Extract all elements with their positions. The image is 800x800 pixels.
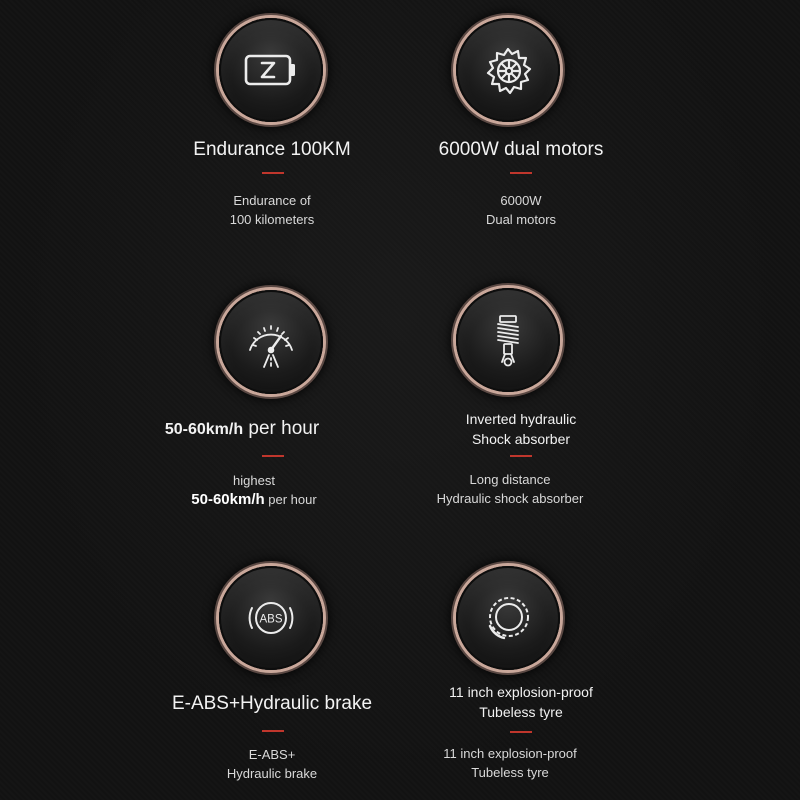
red-divider	[510, 455, 532, 457]
feature-title-speed	[111, 418, 373, 441]
feature-desc-shock	[379, 470, 641, 508]
feature-desc-brake	[141, 745, 403, 783]
red-divider	[262, 730, 284, 732]
speed-unit: per hour	[264, 492, 317, 507]
desc-line: E-ABS+	[248, 747, 296, 762]
tire-icon	[478, 588, 538, 648]
shock-badge	[456, 288, 560, 392]
feature-desc-motors	[390, 191, 652, 229]
feature-title-brake: E-ABS+Hydraulic brake	[171, 693, 373, 714]
feature-desc-tyre	[379, 744, 641, 782]
desc-line: Tubeless tyre	[471, 765, 549, 780]
desc-line: Long distance	[469, 472, 551, 487]
speed-value: 50-60km/h	[164, 421, 244, 438]
title-line: Tubeless tyre	[479, 704, 563, 720]
speed-unit: per hour	[243, 418, 320, 439]
speedometer-icon	[241, 312, 301, 372]
battery-icon	[241, 40, 301, 100]
speed-value: 50-60km/h	[191, 491, 265, 508]
title-line: 11 inch explosion-proof	[449, 684, 593, 700]
shock-absorber-icon	[478, 310, 538, 370]
desc-line: highest	[233, 473, 275, 488]
feature-title-shock	[390, 409, 652, 449]
title-line: Inverted hydraulic	[465, 411, 577, 427]
desc-line: 100 kilometers	[229, 212, 315, 227]
feature-title-motors: 6000W dual motors	[438, 139, 604, 160]
red-divider	[262, 455, 284, 457]
motor-badge	[456, 18, 560, 122]
abs-text: ABS	[259, 613, 283, 626]
feature-desc-endurance	[141, 191, 403, 229]
red-divider	[510, 731, 532, 733]
desc-line: Dual motors	[485, 212, 557, 227]
speed-badge	[219, 290, 323, 394]
abs-badge	[219, 566, 323, 670]
feature-title-endurance: Endurance 100KM	[193, 139, 351, 160]
red-divider	[262, 172, 284, 174]
motor-gear-icon	[478, 40, 538, 100]
abs-brake-icon	[241, 588, 301, 648]
battery-badge	[219, 18, 323, 122]
feature-title-tyre	[390, 682, 652, 722]
desc-line: 11 inch explosion-proof	[443, 746, 577, 761]
desc-line: Endurance of	[233, 193, 311, 208]
title-line: Shock absorber	[471, 431, 571, 447]
red-divider	[510, 172, 532, 174]
desc-line: 6000W	[500, 193, 542, 208]
desc-line: Hydraulic shock absorber	[436, 491, 584, 506]
feature-desc-speed	[123, 471, 385, 509]
tire-badge	[456, 566, 560, 670]
desc-line: Hydraulic brake	[226, 766, 318, 781]
